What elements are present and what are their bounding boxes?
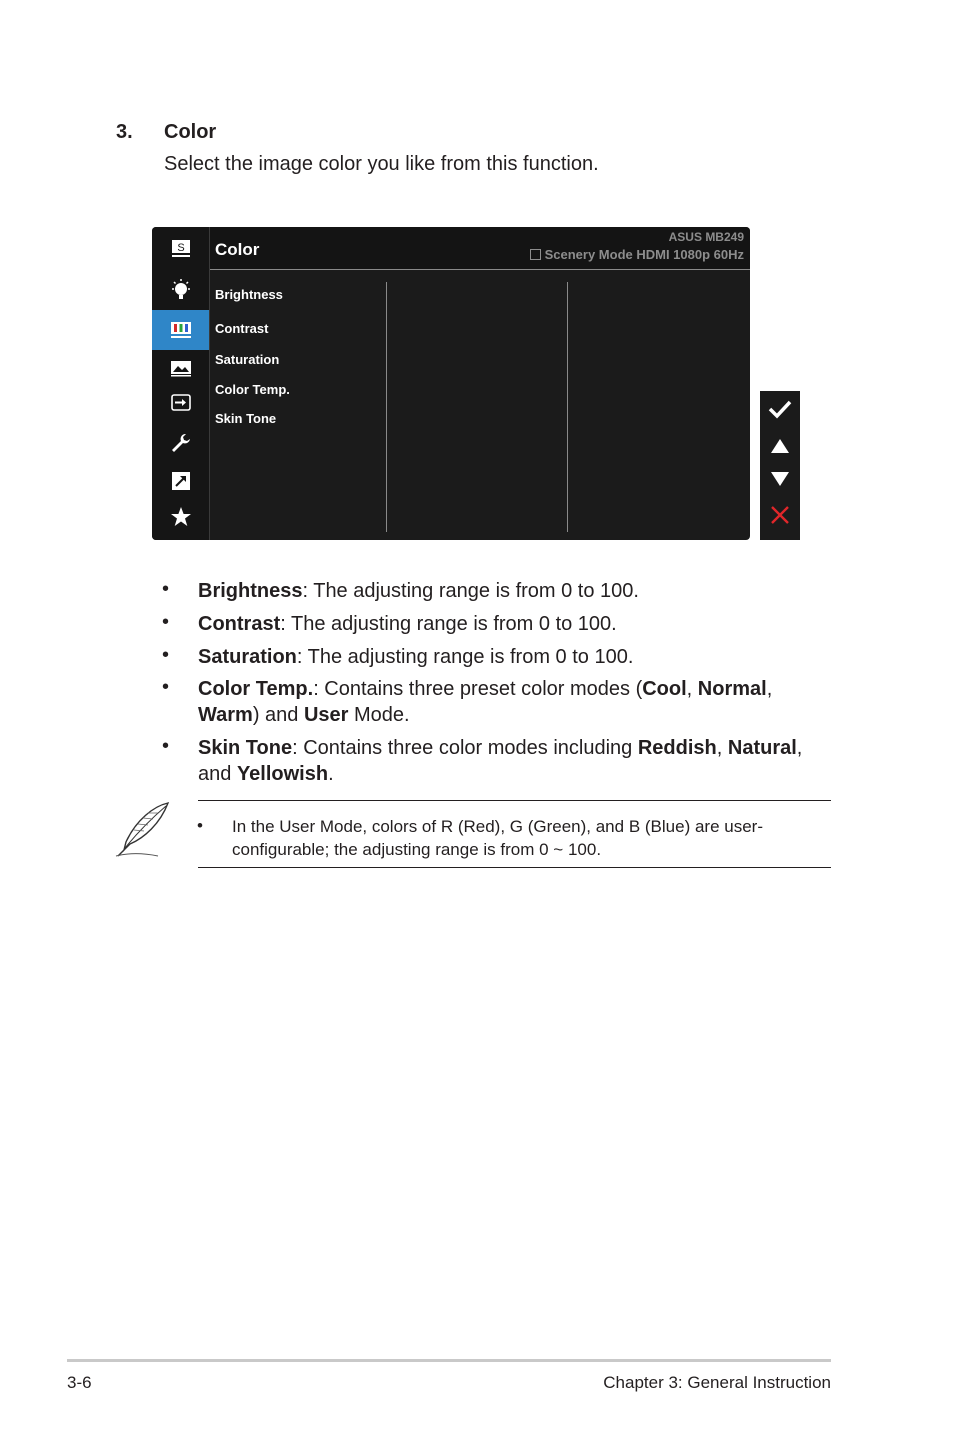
close-icon[interactable] [760, 497, 800, 533]
bullet-desc: : The adjusting range is from 0 to 100. [280, 613, 617, 635]
bullet-desc: , [686, 678, 698, 700]
bullet-desc: , [766, 678, 773, 700]
bullet-desc: ) and [252, 704, 304, 726]
bullet-term: Color Temp. [198, 678, 314, 700]
bullet-desc: : Contains three preset color modes ( [313, 678, 643, 700]
osd-item-saturation[interactable]: Saturation [215, 352, 280, 367]
color-icon[interactable] [152, 310, 209, 350]
bullet-term: Brightness [198, 580, 303, 602]
osd-keypad [760, 391, 800, 540]
note-feather-icon [114, 800, 172, 863]
tone-reddish: Reddish [637, 737, 717, 759]
section-number: 3. [116, 121, 133, 143]
bullet-desc: : Contains three color modes including [292, 737, 638, 759]
section-description: Select the image color you like from this function. [164, 153, 599, 175]
myfavorite-icon[interactable] [152, 499, 209, 535]
splendid-letter: S [176, 242, 185, 254]
bullet-marker: • [162, 735, 170, 757]
shortcut-icon[interactable] [152, 463, 209, 499]
osd-column-divider [567, 282, 568, 532]
note-text: In the User Mode, colors of R (Red), G (Green), and B (Blue) are user-configurable; the adjusting range is from 0 ~ 100. [232, 817, 763, 859]
down-arrow-icon[interactable] [760, 461, 800, 497]
osd-menu-screenshot [152, 227, 750, 540]
section-title: Color [164, 121, 217, 143]
brightness-icon[interactable] [152, 272, 209, 308]
osd-title: Color [215, 240, 260, 259]
osd-header [210, 227, 750, 270]
bullet-desc: Mode. [348, 704, 410, 726]
bullet-contrast [198, 611, 838, 637]
bullet-desc: : The adjusting range is from 0 to 100. [296, 646, 634, 668]
confirm-check-icon[interactable] [760, 391, 800, 427]
note-bottom-rule [198, 867, 831, 868]
osd-model-label: ASUS MB249 [668, 230, 744, 244]
input-select-icon[interactable] [152, 385, 209, 421]
mode-normal: Normal [697, 678, 767, 700]
bullet-term: Contrast [198, 613, 281, 635]
bullet-skin-tone [198, 735, 838, 787]
bullet-marker: • [162, 676, 170, 698]
splendid-icon[interactable] [152, 231, 209, 267]
mode-cool: Cool [642, 678, 687, 700]
osd-sidebar [152, 227, 209, 540]
bullet-marker: • [162, 578, 170, 600]
note-top-rule [198, 800, 831, 801]
osd-column-divider [386, 282, 387, 532]
bullet-color-temp [198, 676, 838, 728]
osd-status-text: Scenery Mode HDMI 1080p 60Hz [544, 247, 744, 262]
bullet-desc: : The adjusting range is from 0 to 100. [302, 580, 639, 602]
bullet-term: Skin Tone [198, 737, 293, 759]
mode-warm: Warm [198, 704, 253, 726]
up-arrow-icon[interactable] [760, 428, 800, 464]
tone-natural: Natural [727, 737, 797, 759]
bullet-desc: , and [198, 737, 803, 785]
footer-rule [67, 1359, 831, 1362]
osd-status-bar [530, 247, 744, 262]
image-icon[interactable] [152, 350, 209, 386]
page-number: 3-6 [67, 1373, 92, 1392]
mode-user: User [303, 704, 349, 726]
bullet-saturation [198, 644, 838, 670]
chapter-title: Chapter 3: General Instruction [603, 1373, 831, 1392]
bullet-marker: • [162, 611, 170, 633]
bullet-term: Saturation [198, 646, 297, 668]
bullet-brightness [198, 578, 838, 604]
osd-item-skin-tone[interactable]: Skin Tone [215, 411, 277, 426]
system-setup-icon[interactable] [152, 425, 209, 461]
osd-item-color-temp[interactable]: Color Temp. [215, 382, 290, 397]
bullet-desc: , [716, 737, 728, 759]
osd-item-brightness[interactable]: Brightness [215, 287, 283, 302]
bullet-desc: . [328, 763, 334, 785]
osd-item-contrast[interactable]: Contrast [215, 321, 269, 336]
mode-checkbox-icon [530, 249, 541, 260]
osd-sidebar-divider [209, 227, 210, 540]
note-bullet-marker: • [197, 816, 203, 835]
bullet-marker: • [162, 644, 170, 666]
tone-yellowish: Yellowish [236, 763, 329, 785]
